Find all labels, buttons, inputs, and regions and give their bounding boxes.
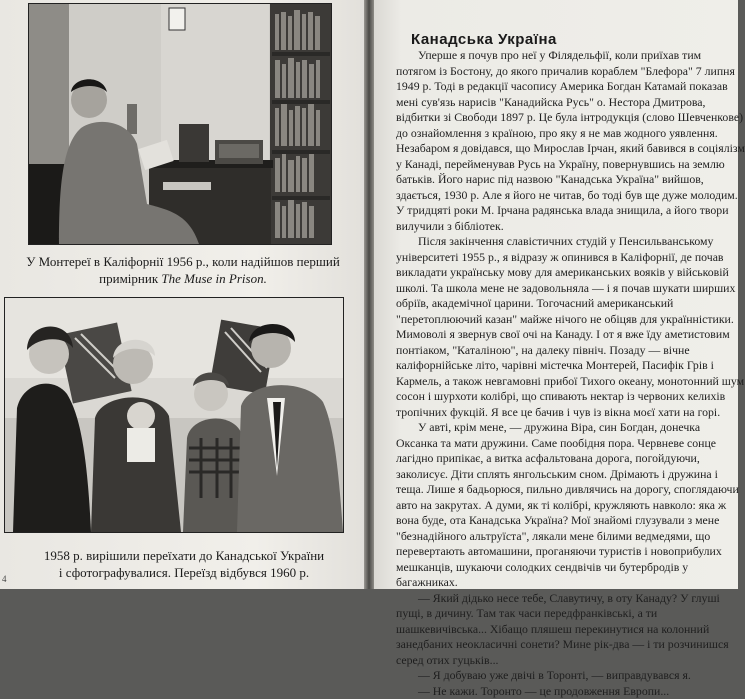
article-line: У авті, крім мене, — дружина Віра, син Богдан, донечка xyxy=(396,420,738,436)
article-line: понтіаком, "Каталіною", на далеку північ. Позаду — вічне xyxy=(396,343,738,359)
article-line: Оксанка та мати дружини. Саме пообідня пора. Червневе сонце xyxy=(396,436,738,452)
article-line: теща. Лише я бадьорюся, пильно дивлячись на дорогу, споглядаючи xyxy=(396,482,738,498)
article-line: Мимоволі я звернув свої очі на Канаду. І от я вже їду аметистовим xyxy=(396,327,738,343)
article-line: відбитки зі Свободи 1897 р. Це була інтродукція (слово Шевченкове) xyxy=(396,110,738,126)
article-line: Незабаром я довідався, що Мирослав Ірчан, який бавився в соціялізм xyxy=(396,141,738,157)
article-line: багажниках. xyxy=(396,575,738,591)
photo-man-at-desk-image xyxy=(29,4,331,244)
article-line: до ознайомлення з країною, про яку я не мав жодного уявлення. xyxy=(396,126,738,142)
article-line: занедбаних неокласичні сонети? Мине рік-два — і ти розчинишся xyxy=(396,637,738,653)
caption-top-line2-text: примірник xyxy=(99,271,161,286)
article-line: Уперше я почув про неї у Філядельфії, коли приїхав тим xyxy=(396,48,738,64)
article-line: мешканців, шукаючи солодких сендвічів чи бутербродів у xyxy=(396,560,738,576)
article-line: вона буде, ота Канадська Україна? Мої знайомі глузували з мене xyxy=(396,513,738,529)
article-line: шашкевичівська... Хібащо пляшеш перекинутися на колонний xyxy=(396,622,738,638)
article-line: Кармель, а також невгамовні прибої Тихого океану, монотонний шум xyxy=(396,374,738,390)
article-line: здається, 1930 р. Але я його не читав, бо тоді був ще дуже молодим. xyxy=(396,188,738,204)
book-gutter xyxy=(364,0,374,589)
article-line: перевертають автомашини, проганяючи туристів і новоприбулих xyxy=(396,544,738,560)
caption-top-book-title: The Muse in Prison. xyxy=(161,271,266,286)
article-line: мені сув'язь нарисів "Канадийска Русь" о. Нестора Дмитрова, xyxy=(396,95,738,111)
article-title: Канадська Україна xyxy=(411,31,631,48)
photo-man-at-desk xyxy=(28,3,332,245)
article-line: тропічних фукцій. Я все це бачив і чув із вікна моєї хати на горі. xyxy=(396,405,738,421)
photo-family-portrait xyxy=(4,297,344,533)
article-line: "безнадійного альтруїста", лякали мене білими ведмедями, що xyxy=(396,529,738,545)
article-line: університеті 1955 р., я відразу ж опинився в Каліфорнії, де почав xyxy=(396,250,738,266)
article-line: 1949 р. Тоді в редакції часопису Америка Богдан Катамай показав xyxy=(396,79,738,95)
article-line: "перетоплюючий казан" майже нічого не обіцяв для українністики. xyxy=(396,312,738,328)
article-line: — Я добуваю уже двічі в Торонті, — виправдувався я. xyxy=(396,668,738,684)
article-line: лагідно припікає, а витка асфальтована дорога, погойдуючи, xyxy=(396,451,738,467)
article-line: У тридцяті роки М. Ірчана радянська влада знищила, а його твори xyxy=(396,203,738,219)
caption-bottom xyxy=(14,547,354,581)
article-line: авто на закрутах. А думи, як ті колібрі, кружляють навколо: яка ж xyxy=(396,498,738,514)
article-line: обріїв, академічної царини. Тогочасний американський xyxy=(396,296,738,312)
article-line: — Не кажи. Торонто — це продовження Европи... xyxy=(396,684,738,699)
article-body xyxy=(396,48,738,589)
article-line: вилучили з бібліотек. xyxy=(396,219,738,235)
article-line: школі. Та школа мене не задовольняла — і я почав шукати ширших xyxy=(396,281,738,297)
photo-family-portrait-image xyxy=(5,298,343,532)
article-line: сосон і шурхоти колібрі, що спивають нектар із червоних келихів xyxy=(396,389,738,405)
caption-top-line2 xyxy=(18,270,348,287)
article-line: каліфорнійське літо, чарівні містечка Монтерей, Пасифік Грів і xyxy=(396,358,738,374)
article-line: пущі, в дичину. Там так часи передфранківські, а ти xyxy=(396,606,738,622)
caption-bottom-line2: і сфотографувалися. Переїзд відбувся 1960 р. xyxy=(14,564,354,581)
caption-top xyxy=(18,253,348,287)
article-line: Після закінчення славістичних студій у Пенсильванському xyxy=(396,234,738,250)
caption-top-line1: У Монтереї в Каліфорнії 1956 р., коли надійшов перший xyxy=(18,253,348,270)
article-line: викладати українську мову для американських вояків у військовій xyxy=(396,265,738,281)
article-line: — Який дідько несе тебе, Славутичу, в оту Канаду? У глуші xyxy=(396,591,738,607)
article-line: заколисує. Діти сплять янгольським сном. Дрімають і дружина і xyxy=(396,467,738,483)
article-line: серед отих гуцьків... xyxy=(396,653,738,669)
article-line: у Канаді, перейменував Русь на Україну, повернувшись на землю xyxy=(396,157,738,173)
article-line: батьків. Його нарис під назвою "Канадська Україна" вийшов, xyxy=(396,172,738,188)
article-line: потягом із Бостону, до якого причалив кораблем "Блефора" 7 липня xyxy=(396,64,738,80)
caption-bottom-line1: 1958 р. вирішили переїхати до Канадської України xyxy=(14,547,354,564)
page-number: 4 xyxy=(2,574,7,584)
